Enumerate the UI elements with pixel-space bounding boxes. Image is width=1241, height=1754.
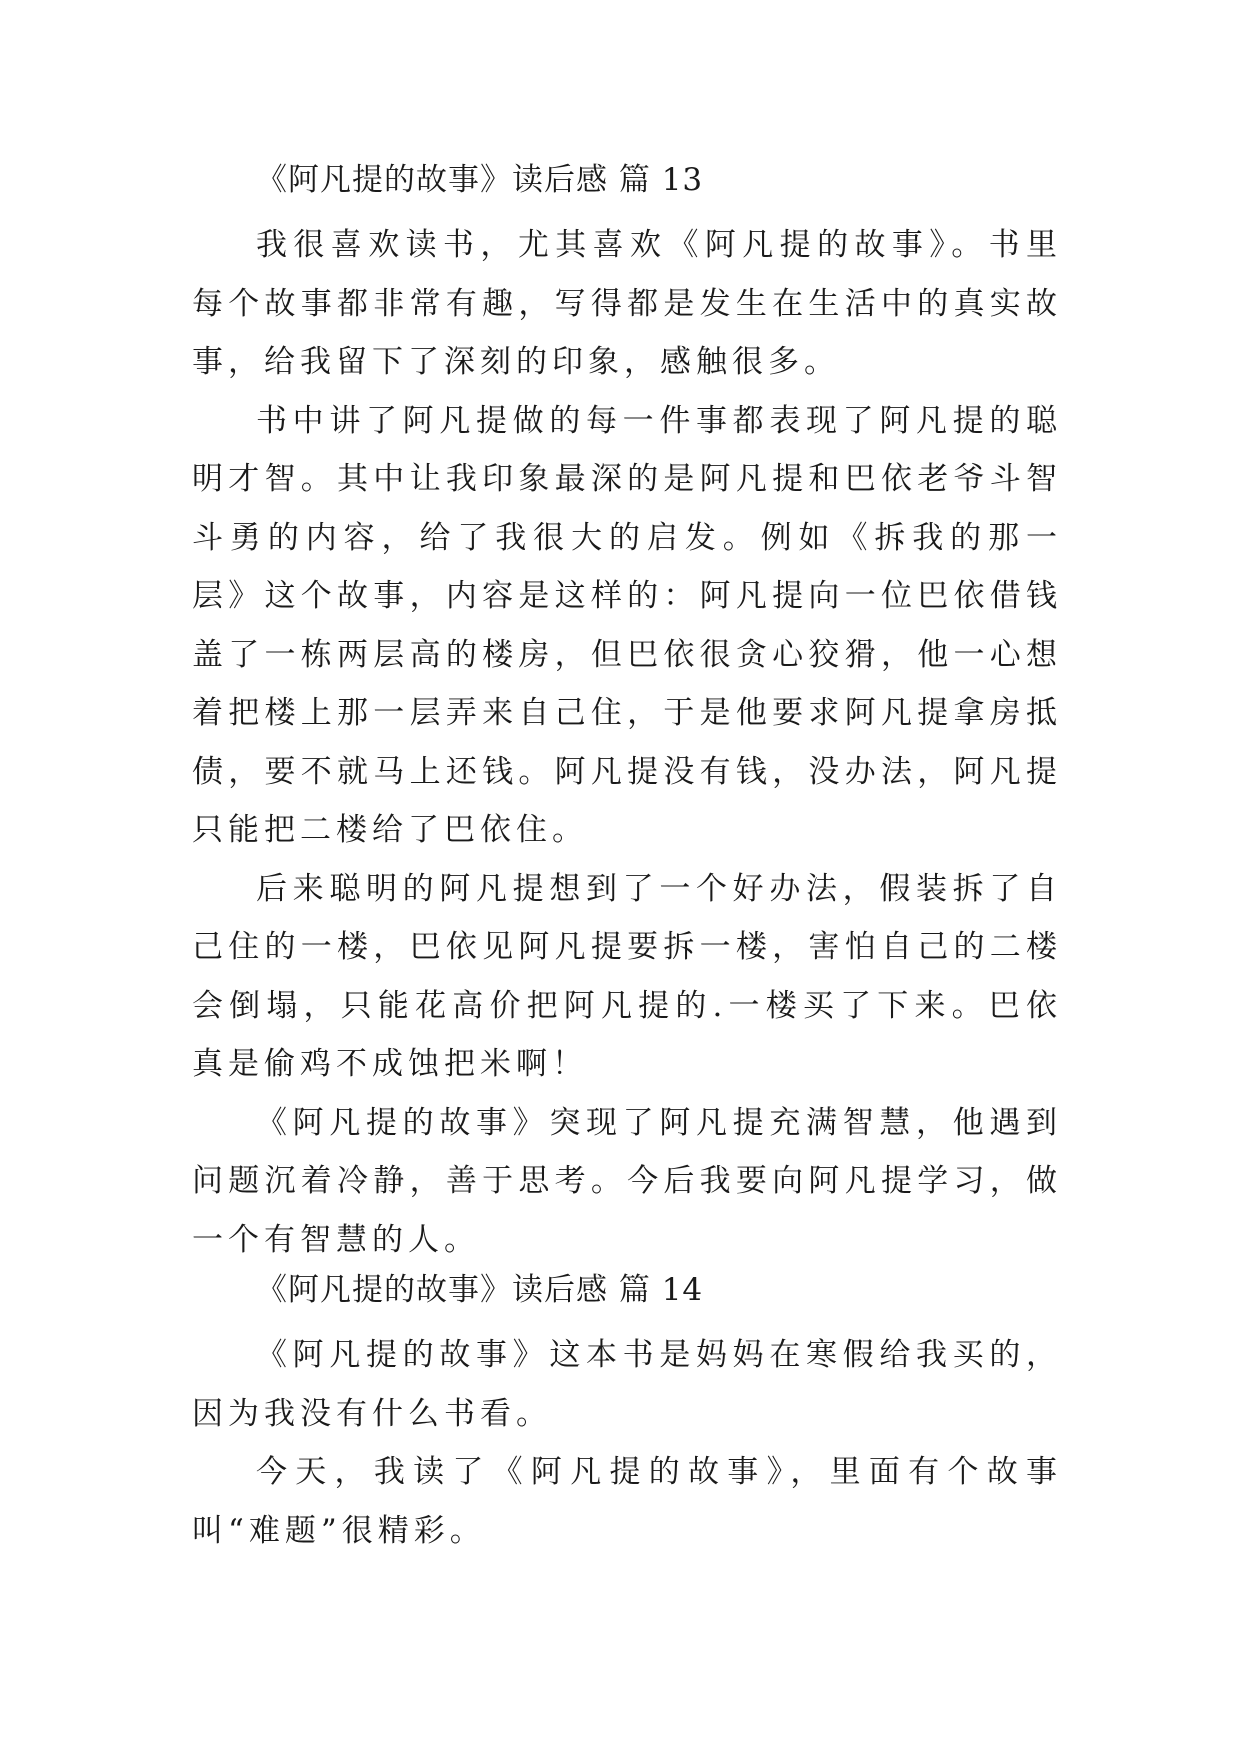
paragraph: 后来聪明的阿凡提想到了一个好办法，假装拆了自己住的一楼，巴依见阿凡提要拆一楼，害怕自己的二楼会倒塌，只能花高价把阿凡提的.一楼买了下来。巴依真是偷鸡不成蚀把米啊！ xyxy=(192,870,1062,1082)
section-heading: 《阿凡提的故事》读后感 篇 14 xyxy=(256,1272,704,1308)
paragraph: 《阿凡提的故事》这本书是妈妈在寒假给我买的，因为我没有什么书看。 xyxy=(192,1337,1062,1432)
essay-section-13 xyxy=(192,160,1062,1269)
essay-section-14 xyxy=(192,1270,1062,1560)
paragraph: 我很喜欢读书，尤其喜欢《阿凡提的故事》。书里每个故事都非常有趣，写得都是发生在生活中的真实故事，给我留下了深刻的印象，感触很多。 xyxy=(192,227,1062,380)
section-heading: 《阿凡提的故事》读后感 篇 13 xyxy=(256,162,704,198)
paragraph: 书中讲了阿凡提做的每一件事都表现了阿凡提的聪明才智。其中让我印象最深的是阿凡提和巴依老爷斗智斗勇的内容，给了我很大的启发。例如《拆我的那一层》这个故事，内容是这样的：阿凡提向一位巴依借钱盖了一栋两层高的楼房，但巴依很贪心狡猾，他一心想着把楼上那一层弄来自己住，于是他要求阿凡提拿房抵债，要不就马上还钱。阿凡提没有钱，没办法，阿凡提只能把二楼给了巴依住。 xyxy=(192,402,1062,848)
paragraph: 《阿凡提的故事》突现了阿凡提充满智慧，他遇到问题沉着冷静，善于思考。今后我要向阿凡提学习，做一个有智慧的人。 xyxy=(192,1104,1062,1258)
paragraph: 今天，我读了《阿凡提的故事》，里面有个故事叫“难题”很精彩。 xyxy=(192,1454,1062,1549)
